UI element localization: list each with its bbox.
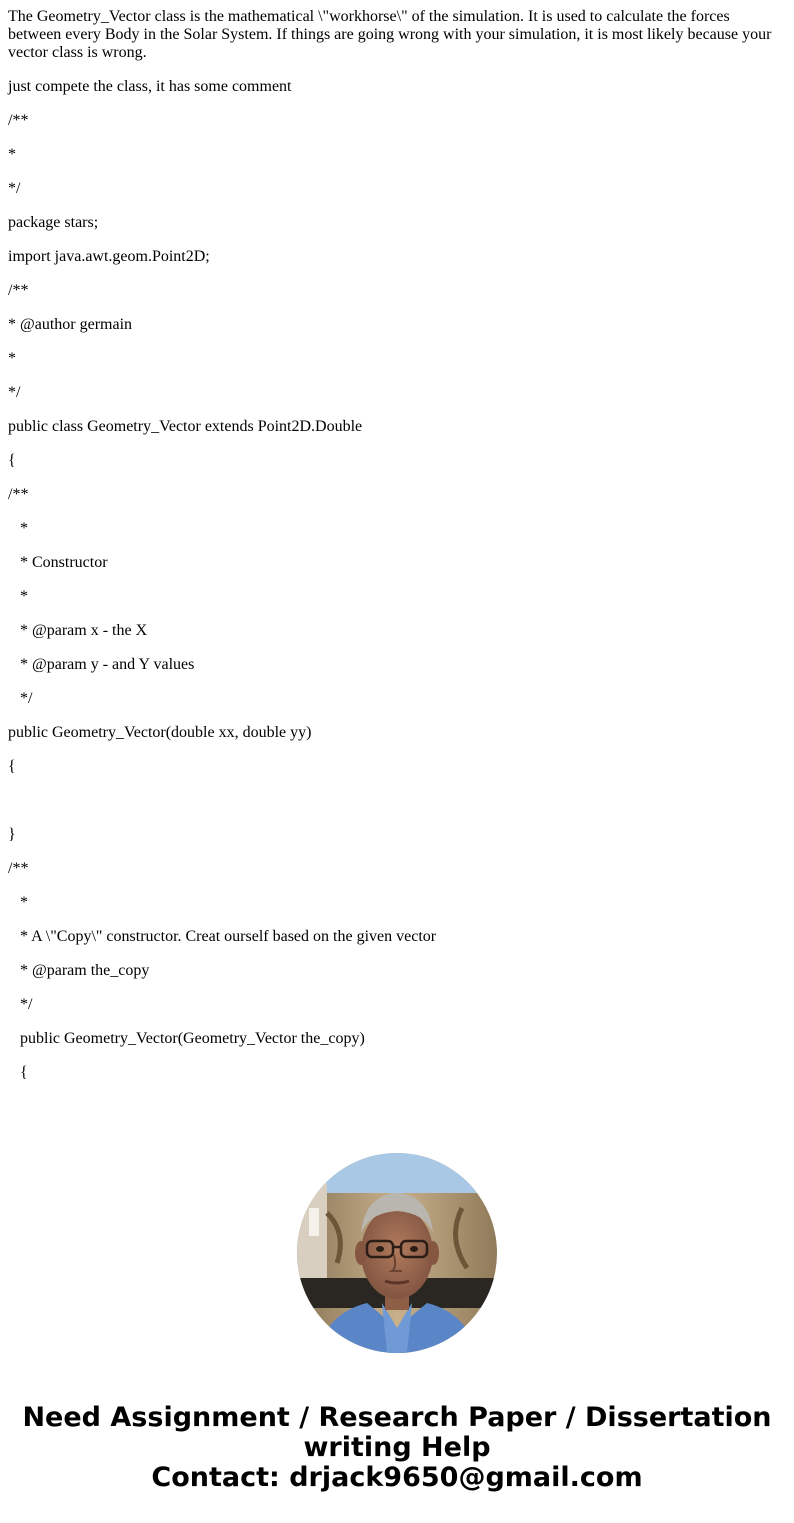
code-line: *	[20, 520, 28, 537]
contact-email: Contact: drjack9650@gmail.com	[151, 1462, 643, 1493]
code-line: *	[8, 146, 16, 163]
code-line: public Geometry_Vector(double xx, double yy)	[8, 724, 312, 741]
author-photo	[297, 1153, 497, 1353]
code-line: }	[8, 826, 16, 843]
code-line: public class Geometry_Vector extends Point2D.Double	[8, 418, 363, 435]
code-line: *	[20, 588, 28, 605]
code-line: */	[8, 180, 21, 197]
code-line: /**	[8, 112, 29, 129]
code-line: public Geometry_Vector(Geometry_Vector the_copy)	[20, 1030, 365, 1047]
code-line: */	[8, 384, 21, 401]
banner-line-1: Need Assignment / Research Paper / Dissertation	[22, 1402, 772, 1433]
code-line: * Constructor	[20, 554, 108, 571]
intro-paragraph: The Geometry_Vector class is the mathematical \"workhorse\" of the simulation. It is used to calculate the forces between every Body in the Solar System. If things are going wrong with your simulation, it is most likely because your vector class is wrong.	[8, 8, 772, 61]
code-line: package stars;	[8, 214, 99, 231]
code-line: * @param the_copy	[20, 962, 150, 979]
code-line: {	[8, 758, 16, 775]
banner-line-2: writing Help	[303, 1432, 491, 1463]
code-line: *	[8, 350, 16, 367]
code-line: /**	[8, 282, 29, 299]
code-line: /**	[8, 486, 29, 503]
code-line: {	[20, 1064, 28, 1081]
code-line: * @param x - the X	[20, 622, 148, 639]
blank-line	[8, 792, 786, 810]
code-line: */	[20, 690, 33, 707]
code-line: *	[20, 894, 28, 911]
code-line: /**	[8, 860, 29, 877]
code-line: * @param y - and Y values	[20, 656, 195, 673]
contact-banner	[0, 1403, 794, 1493]
code-line: * A \"Copy\" constructor. Creat ourself based on the given vector	[20, 928, 437, 945]
code-line: * @author germain	[8, 316, 133, 333]
code-line: import java.awt.geom.Point2D;	[8, 248, 210, 265]
code-line: */	[20, 996, 33, 1013]
code-line: {	[8, 452, 16, 469]
author-avatar	[297, 1153, 497, 1353]
instruction-text: just compete the class, it has some comment	[8, 78, 292, 95]
document-body	[8, 8, 786, 1098]
